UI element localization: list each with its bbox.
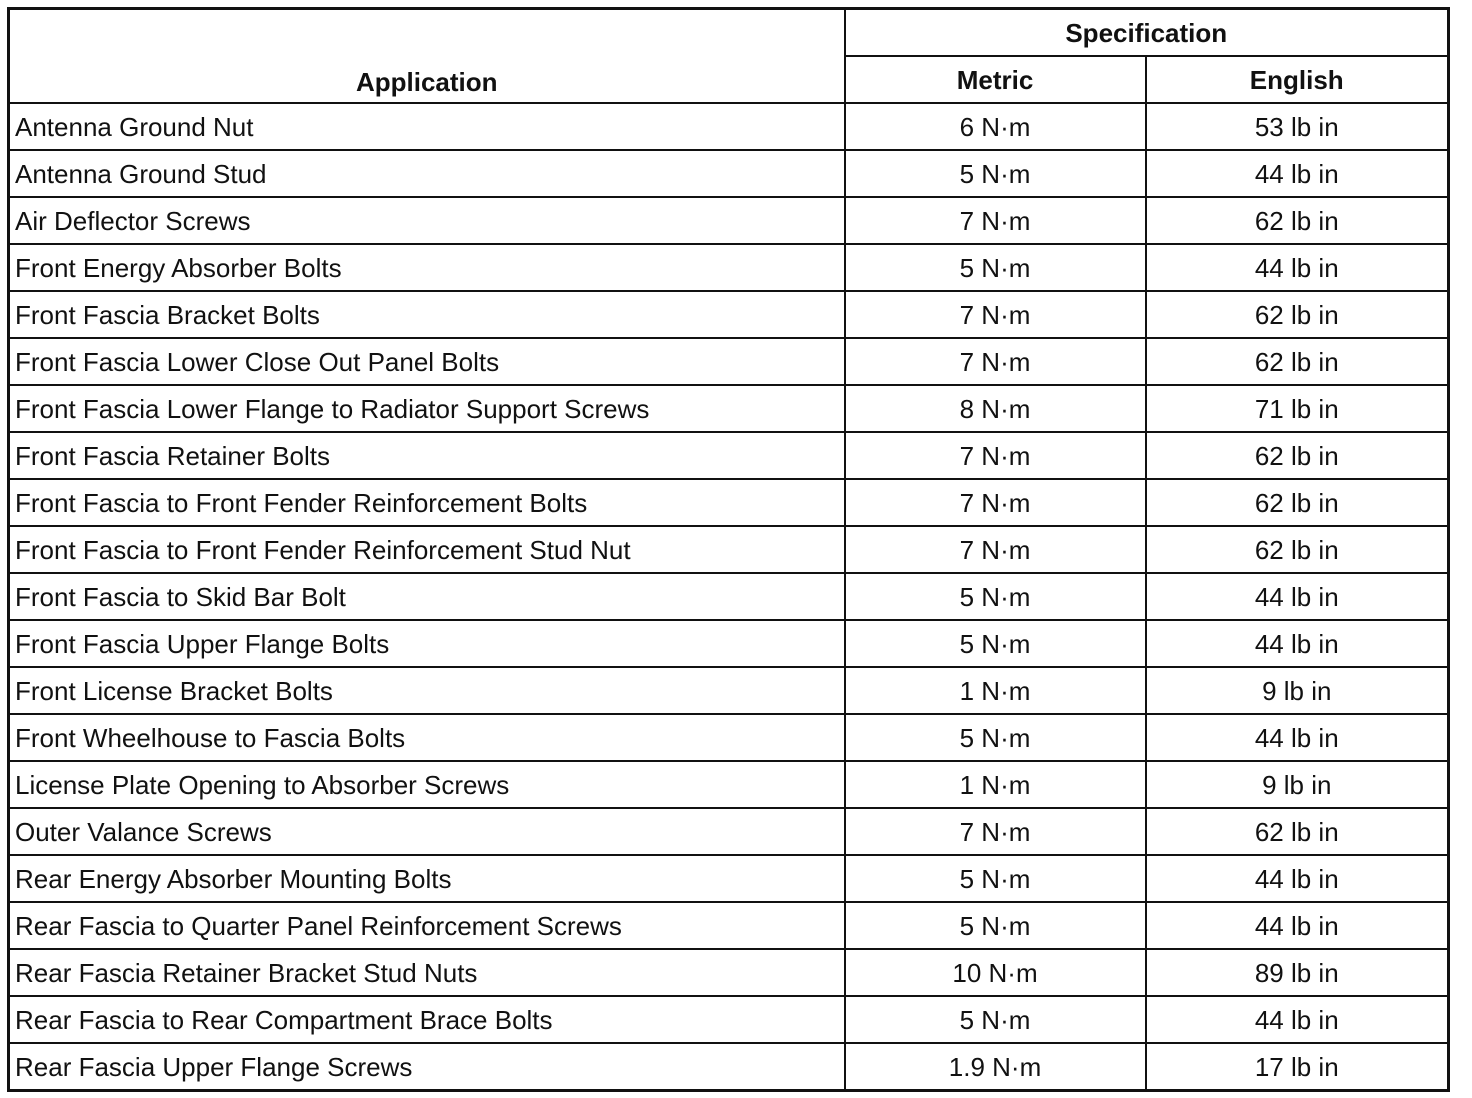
english-torque-cell: 89 lb in <box>1146 949 1449 996</box>
english-torque-cell: 62 lb in <box>1146 526 1449 573</box>
english-torque-cell: 62 lb in <box>1146 291 1449 338</box>
table-row <box>9 714 1449 761</box>
application-cell: Front License Bracket Bolts <box>9 667 845 714</box>
english-torque-cell: 62 lb in <box>1146 197 1449 244</box>
metric-torque-cell: 7 N·m <box>845 432 1146 479</box>
metric-torque-cell: 5 N·m <box>845 714 1146 761</box>
english-torque-cell: 53 lb in <box>1146 103 1449 150</box>
table-row <box>9 150 1449 197</box>
metric-torque-cell: 7 N·m <box>845 338 1146 385</box>
application-cell: Rear Fascia to Rear Compartment Brace Bolts <box>9 996 845 1043</box>
application-cell: Front Fascia Retainer Bolts <box>9 432 845 479</box>
english-torque-cell: 44 lb in <box>1146 573 1449 620</box>
metric-torque-cell: 5 N·m <box>845 573 1146 620</box>
english-torque-cell: 44 lb in <box>1146 902 1449 949</box>
table-row <box>9 338 1449 385</box>
metric-torque-cell: 7 N·m <box>845 526 1146 573</box>
metric-column-header: Metric <box>845 56 1146 103</box>
english-torque-cell: 44 lb in <box>1146 714 1449 761</box>
application-cell: Air Deflector Screws <box>9 197 845 244</box>
english-torque-cell: 44 lb in <box>1146 855 1449 902</box>
metric-torque-cell: 5 N·m <box>845 996 1146 1043</box>
table-row <box>9 902 1449 949</box>
table-row <box>9 855 1449 902</box>
metric-torque-cell: 10 N·m <box>845 949 1146 996</box>
metric-torque-cell: 7 N·m <box>845 479 1146 526</box>
table-row <box>9 667 1449 714</box>
metric-torque-cell: 1 N·m <box>845 761 1146 808</box>
table-row <box>9 244 1449 291</box>
english-torque-cell: 44 lb in <box>1146 996 1449 1043</box>
application-cell: Front Fascia to Front Fender Reinforcement Stud Nut <box>9 526 845 573</box>
application-cell: Antenna Ground Stud <box>9 150 845 197</box>
metric-torque-cell: 7 N·m <box>845 197 1146 244</box>
table-row <box>9 949 1449 996</box>
table-row <box>9 103 1449 150</box>
application-cell: Rear Fascia Retainer Bracket Stud Nuts <box>9 949 845 996</box>
table-row <box>9 385 1449 432</box>
table-row <box>9 761 1449 808</box>
metric-torque-cell: 1 N·m <box>845 667 1146 714</box>
table-row <box>9 526 1449 573</box>
metric-torque-cell: 5 N·m <box>845 902 1146 949</box>
english-torque-cell: 44 lb in <box>1146 150 1449 197</box>
application-cell: Outer Valance Screws <box>9 808 845 855</box>
application-cell: Front Wheelhouse to Fascia Bolts <box>9 714 845 761</box>
english-torque-cell: 9 lb in <box>1146 761 1449 808</box>
application-cell: Rear Energy Absorber Mounting Bolts <box>9 855 845 902</box>
table-row <box>9 291 1449 338</box>
application-cell: Front Fascia Upper Flange Bolts <box>9 620 845 667</box>
application-cell: Front Fascia Lower Flange to Radiator Support Screws <box>9 385 845 432</box>
english-torque-cell: 62 lb in <box>1146 432 1449 479</box>
metric-torque-cell: 5 N·m <box>845 855 1146 902</box>
application-cell: Front Fascia to Skid Bar Bolt <box>9 573 845 620</box>
application-cell: Front Fascia Lower Close Out Panel Bolts <box>9 338 845 385</box>
english-torque-cell: 62 lb in <box>1146 808 1449 855</box>
english-torque-cell: 62 lb in <box>1146 338 1449 385</box>
english-torque-cell: 44 lb in <box>1146 620 1449 667</box>
metric-torque-cell: 5 N·m <box>845 150 1146 197</box>
metric-torque-cell: 7 N·m <box>845 291 1146 338</box>
table-row <box>9 808 1449 855</box>
metric-torque-cell: 6 N·m <box>845 103 1146 150</box>
table-row <box>9 432 1449 479</box>
table-row <box>9 573 1449 620</box>
english-torque-cell: 9 lb in <box>1146 667 1449 714</box>
specification-group-header: Specification <box>845 9 1449 57</box>
english-torque-cell: 17 lb in <box>1146 1043 1449 1091</box>
header-row-top <box>9 9 1449 57</box>
table-header <box>9 9 1449 104</box>
metric-torque-cell: 7 N·m <box>845 808 1146 855</box>
english-torque-cell: 71 lb in <box>1146 385 1449 432</box>
metric-torque-cell: 5 N·m <box>845 620 1146 667</box>
table-body <box>9 103 1449 1091</box>
application-cell: License Plate Opening to Absorber Screws <box>9 761 845 808</box>
metric-torque-cell: 8 N·m <box>845 385 1146 432</box>
english-torque-cell: 62 lb in <box>1146 479 1449 526</box>
fastener-specification-table <box>7 7 1450 1092</box>
english-column-header: English <box>1146 56 1449 103</box>
metric-torque-cell: 1.9 N·m <box>845 1043 1146 1091</box>
english-torque-cell: 44 lb in <box>1146 244 1449 291</box>
application-cell: Front Energy Absorber Bolts <box>9 244 845 291</box>
table-row <box>9 996 1449 1043</box>
table-row <box>9 479 1449 526</box>
table-row <box>9 197 1449 244</box>
application-cell: Rear Fascia to Quarter Panel Reinforcement Screws <box>9 902 845 949</box>
application-cell: Antenna Ground Nut <box>9 103 845 150</box>
application-column-header: Application <box>9 9 845 104</box>
metric-torque-cell: 5 N·m <box>845 244 1146 291</box>
table-row <box>9 620 1449 667</box>
application-cell: Front Fascia to Front Fender Reinforcement Bolts <box>9 479 845 526</box>
application-cell: Front Fascia Bracket Bolts <box>9 291 845 338</box>
table-row <box>9 1043 1449 1091</box>
application-cell: Rear Fascia Upper Flange Screws <box>9 1043 845 1091</box>
